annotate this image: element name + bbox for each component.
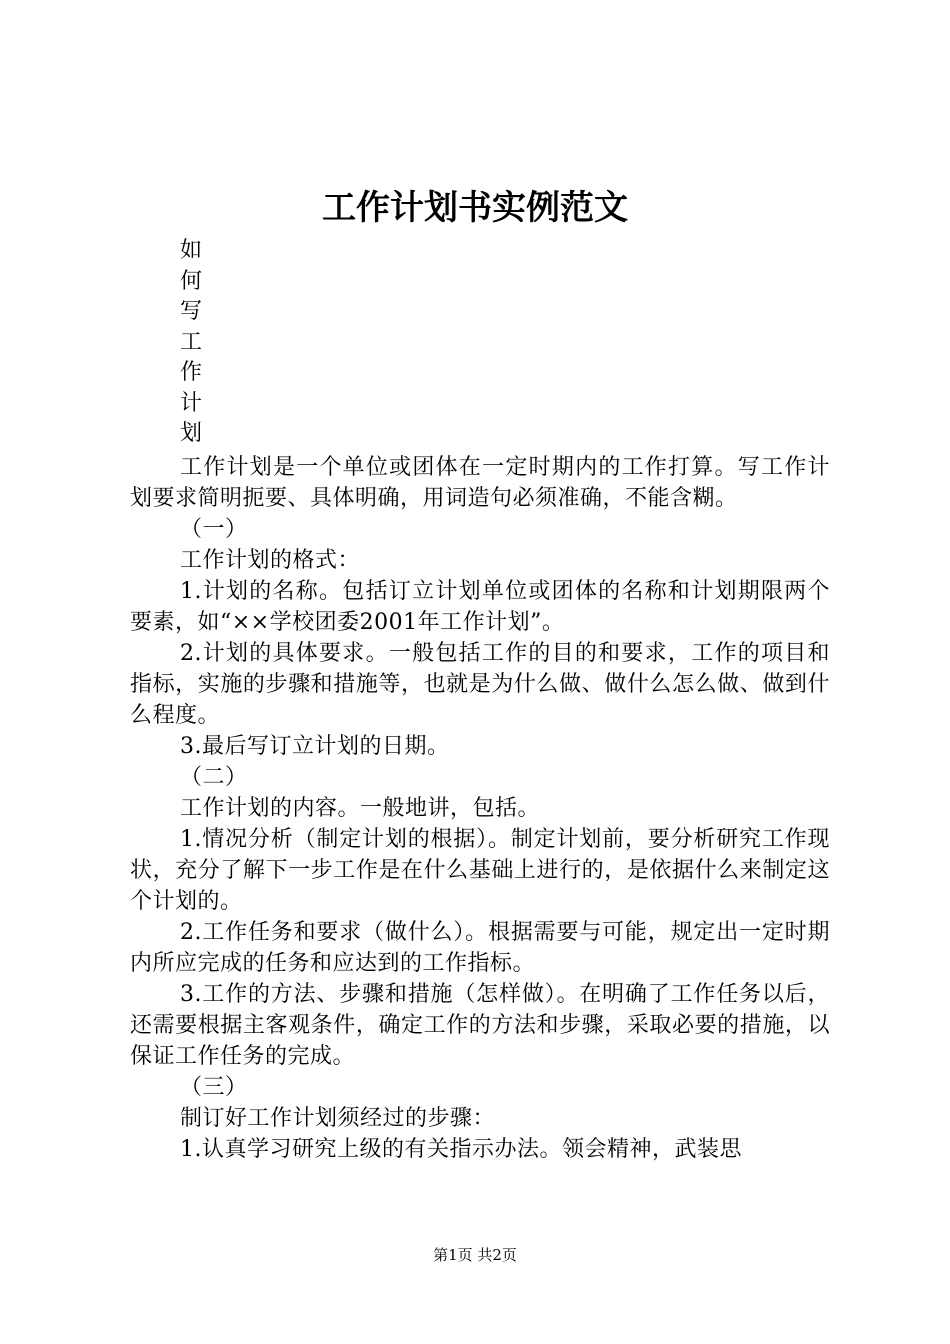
paragraph: 1.认真学习研究上级的有关指示办法。领会精神，武装思 xyxy=(180,1137,742,1162)
paragraph: 1.情况分析（制定计划的根据）。制定计划前，要分析研究工作现状，充分了解下一步工作是在什么基础上进行的，是依据什么来制定这个计划的。 xyxy=(130,827,830,914)
paragraph: 制订好工作计划须经过的步骤： xyxy=(180,1106,496,1131)
paragraph: 工作计划是一个单位或团体在一定时期内的工作打算。写工作计划要求简明扼要、具体明确，用词造句必须准确，不能含糊。 xyxy=(130,455,830,511)
paragraph: （三） xyxy=(180,1075,248,1100)
paragraph: 2.计划的具体要求。一般包括工作的目的和要求，工作的项目和指标，实施的步骤和措施等，也就是为什么做、做什么怎么做、做到什么程度。 xyxy=(130,641,830,728)
paragraph: （二） xyxy=(180,765,248,790)
vertical-char: 写 xyxy=(180,299,203,324)
vertical-char: 计 xyxy=(180,390,203,416)
paragraph: 3.最后写订立计划的日期。 xyxy=(180,734,450,759)
vertical-char: 如 xyxy=(180,238,203,263)
vertical-char: 划 xyxy=(180,421,203,446)
vertical-heading xyxy=(180,236,202,450)
paragraph: （一） xyxy=(180,517,248,542)
page-footer: 第1页 共2页 xyxy=(433,1246,517,1264)
paragraph: 1.计划的名称。包括订立计划单位或团体的名称和计划期限两个要素，如“××学校团委2001年工作计划”。 xyxy=(130,579,830,635)
paragraph: 3.工作的方法、步骤和措施（怎样做）。在明确了工作任务以后，还需要根据主客观条件，确定工作的方法和步骤，采取必要的措施，以保证工作任务的完成。 xyxy=(130,982,830,1069)
vertical-char: 何 xyxy=(180,268,203,294)
paragraph: 工作计划的内容。一般地讲，包括。 xyxy=(180,796,541,821)
vertical-char: 工 xyxy=(180,329,203,355)
document-title: 工作计划书实例范文 xyxy=(322,188,628,228)
paragraph: 2.工作任务和要求（做什么）。根据需要与可能，规定出一定时期内所应完成的任务和应达到的工作指标。 xyxy=(130,920,830,976)
paragraph: 工作计划的格式： xyxy=(180,548,361,573)
vertical-char: 作 xyxy=(180,360,203,385)
document-body xyxy=(130,452,830,1165)
